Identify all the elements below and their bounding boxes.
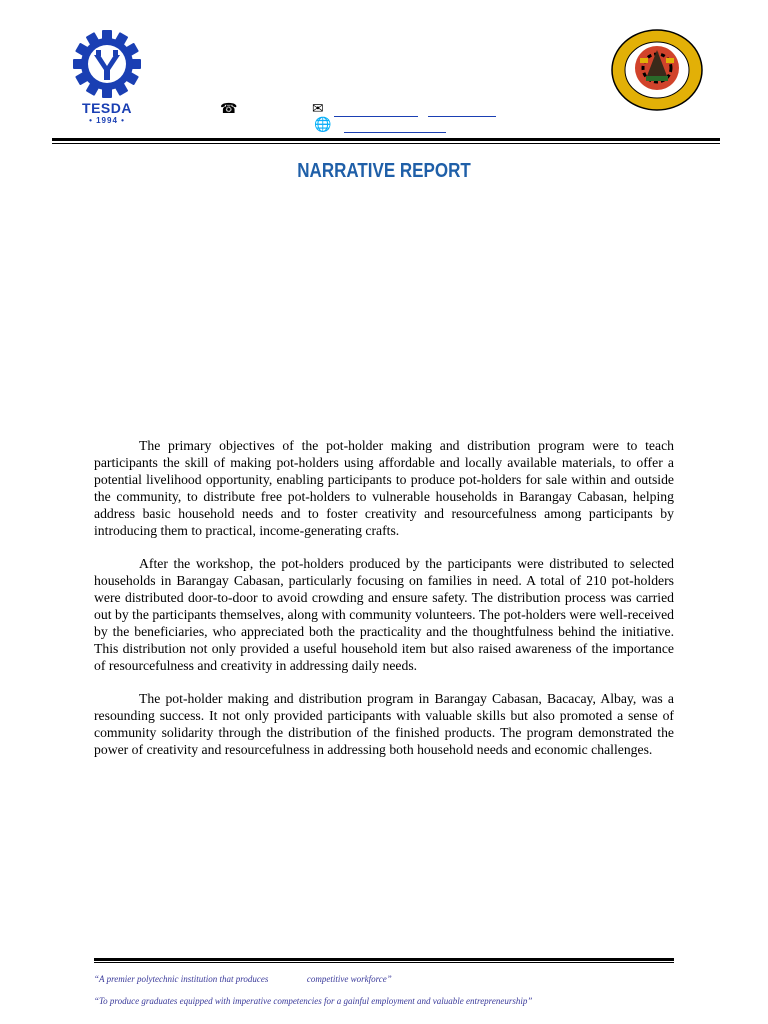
tesda-logo (66, 30, 148, 125)
college-seal (610, 28, 704, 112)
tesda-logo-year: • 1994 • (89, 116, 125, 125)
vision-part-2: competitive workforce” (306, 974, 392, 984)
report-title: NARRATIVE REPORT (297, 160, 471, 182)
contact-info (218, 100, 518, 136)
envelope-icon: ✉ (312, 101, 324, 117)
footer-rule-thick (94, 958, 674, 961)
vision-statement (94, 974, 674, 984)
header-rule-thin (52, 143, 720, 144)
phone-icon: ☎ (220, 101, 238, 117)
vision-part-1: “A premier polytechnic institution that produces (94, 974, 269, 984)
paragraph-objectives: The primary objectives of the pot-holder making and distribution program were to teach participants the skill of making pot-holders using affordable and locally available materials, to offer a potential livelihood opportunity, enabling participants to produce pot-holders for sale within and outside the community, to distribute free pot-holders to vulnerable households in Barangay Cabasan, helping address basic household needs and to foster creativity and resourcefulness among participants by introducing them to practical, income-generating crafts. (94, 438, 674, 538)
website-link[interactable] (344, 131, 446, 133)
email-link-2[interactable] (428, 115, 496, 117)
mission-statement: “To produce graduates equipped with imperative competencies for a gainful employment and valuable entrepreneurship” (94, 996, 533, 1006)
header-rule-thick (52, 138, 720, 141)
tesda-logo-name: TESDA (82, 100, 132, 116)
footer-rule-thin (94, 962, 674, 963)
email-link-1[interactable] (334, 115, 418, 117)
report-body (94, 437, 674, 774)
paragraph-conclusion: The pot-holder making and distribution program in Barangay Cabasan, Bacacay, Albay, was a resounding success. It not only provided participants with valuable skills but also promoted a sense of community solidarity through the distribution of the finished products. The program demonstrated the power of creativity and resourcefulness in addressing both household needs and economic challenges. (94, 691, 674, 757)
globe-icon: 🌐 (314, 117, 332, 133)
paragraph-distribution: After the workshop, the pot-holders produced by the participants were distributed to selected households in Barangay Cabasan, particularly focusing on families in need. A total of 210 pot-holders were distributed door-to-door to avoid crowding and ensure safety. The distribution process was carried out by the participants themselves, along with community volunteers. The pot-holders were well-received by the beneficiaries, who appreciated both the practicality and the thoughtfulness behind the initiative. This distribution not only provided a useful household item but also raised awareness of the importance of resourcefulness and creativity in addressing daily needs. (94, 556, 674, 673)
